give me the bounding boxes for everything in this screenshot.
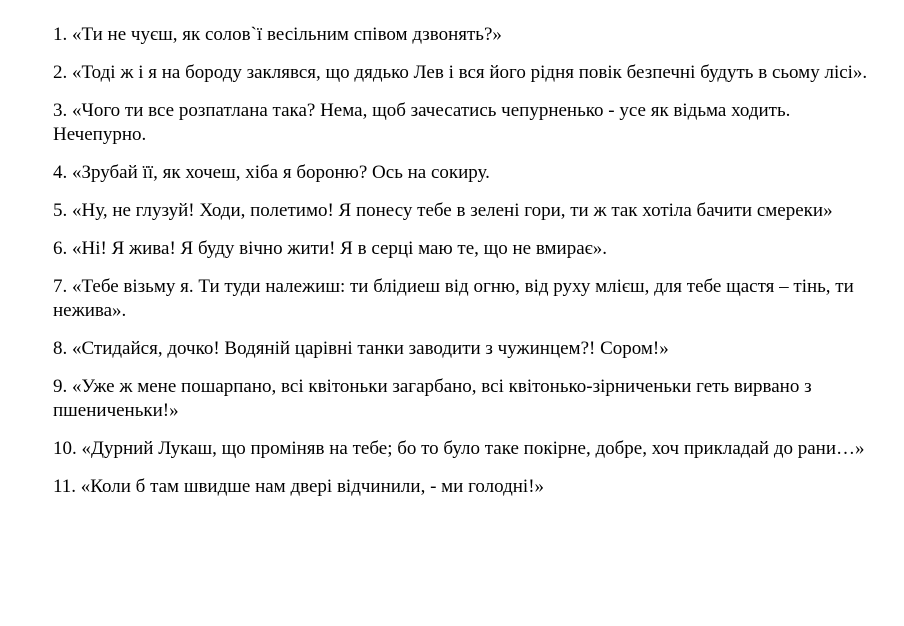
quote-text: «Чого ти все розпатлана така? Нема, щоб зачесатись чепурненько - усе як відьма ходить. Нечепурно. xyxy=(53,100,791,145)
quote-item-11 xyxy=(53,475,873,499)
quote-item-2 xyxy=(53,61,873,85)
quote-item-1 xyxy=(53,23,873,47)
item-number: 2. xyxy=(53,62,68,83)
item-number: 11. xyxy=(53,476,77,497)
quote-text: «Стидайся, дочко! Водяній царівні танки заводити з чужинцем?! Сором!» xyxy=(72,338,669,359)
quote-item-9 xyxy=(53,375,873,423)
item-number: 7. xyxy=(53,276,68,297)
quote-item-8 xyxy=(53,337,873,361)
document-body xyxy=(53,23,873,513)
quote-item-5 xyxy=(53,199,873,223)
quote-text: «Ну, не глузуй! Ходи, полетимо! Я понесу тебе в зелені гори, ти ж так хотіла бачити смереки» xyxy=(72,200,833,221)
item-number: 9. xyxy=(53,376,68,397)
item-number: 3. xyxy=(53,100,68,121)
item-number: 6. xyxy=(53,238,68,259)
quote-text: «Тоді ж і я на бороду заклявся, що дядько Лев і вся його рідня повік безпечні будуть в сьому лісі». xyxy=(72,62,868,83)
quote-item-6 xyxy=(53,237,873,261)
quote-text: «Коли б там швидше нам двері відчинили, - ми голодні!» xyxy=(80,476,545,497)
quote-text: «Зрубай її, як хочеш, хіба я бороню? Ось на сокиру. xyxy=(72,162,490,183)
quote-text: «Уже ж мене пошарпано, всі квітоньки загарбано, всі квітонько-зірниченьки геть вирвано з пшениченьки!» xyxy=(53,376,812,421)
item-number: 4. xyxy=(53,162,68,183)
item-number: 5. xyxy=(53,200,68,221)
quote-item-7 xyxy=(53,275,873,323)
item-number: 10. xyxy=(53,438,77,459)
quote-item-3 xyxy=(53,99,873,147)
quote-text: «Дурний Лукаш, що проміняв на тебе; бо то було таке покірне, добре, хоч прикладай до рани…» xyxy=(81,438,865,459)
quote-item-10 xyxy=(53,437,873,461)
item-number: 1. xyxy=(53,24,68,45)
quote-text: «Ні! Я жива! Я буду вічно жити! Я в серці маю те, що не вмирає». xyxy=(72,238,608,259)
quote-item-4 xyxy=(53,161,873,185)
quote-text: «Ти не чуєш, як солов`ї весільним співом дзвонять?» xyxy=(72,24,502,45)
quote-text: «Тебе візьму я. Ти туди належиш: ти блідиеш від огню, від руху млієш, для тебе щастя – тінь, ти нежива». xyxy=(53,276,854,321)
item-number: 8. xyxy=(53,338,68,359)
